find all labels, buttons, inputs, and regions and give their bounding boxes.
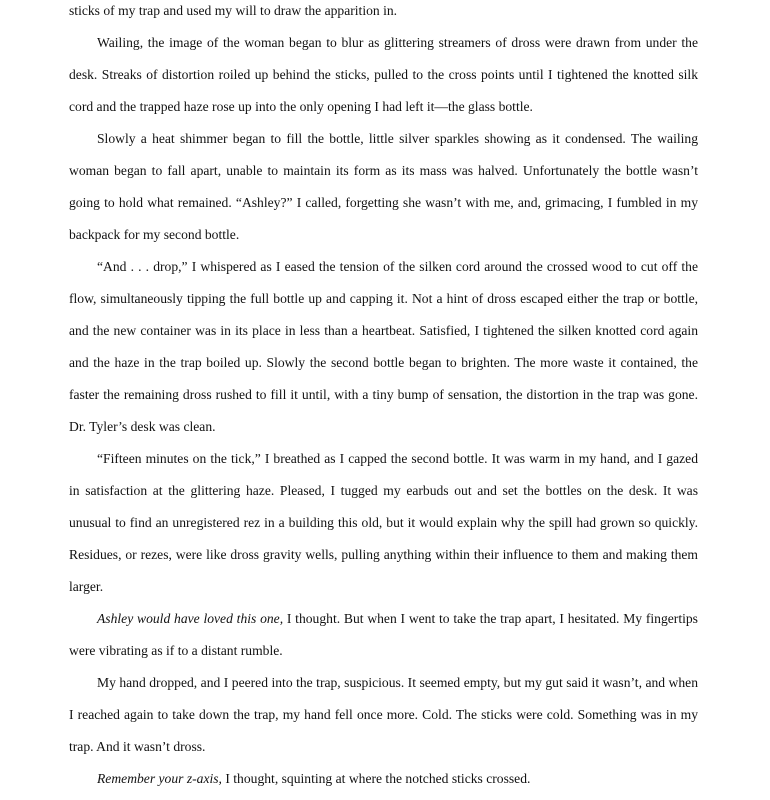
paragraph xyxy=(69,27,698,123)
paragraph xyxy=(69,667,698,763)
paragraph-text: “Fifteen minutes on the tick,” I breathed as I capped the second bottle. It was warm in my hand, and I gazed in satisfaction at the glittering haze. Pleased, I tugged my earbuds out and set the bottles on the desk. It was unusual to find an unregistered rez in a building this old, but it would explain why the spill had grown so quickly. Residues, or rezes, were like dross gravity wells, pulling anything within their influence to them and making them larger. xyxy=(69,451,698,594)
paragraph-text: I thought, squinting at where the notched sticks crossed. xyxy=(221,771,531,786)
paragraph-text: Wailing, the image of the woman began to blur as glittering streamers of dross were drawn from under the desk. Streaks of distortion roiled up behind the sticks, pulled to the cross points until I tightened the knotted silk cord and the trapped haze rose up into the only opening I had left it—the glass bottle. xyxy=(69,35,698,114)
paragraph xyxy=(69,123,698,251)
paragraph-text: sticks of my trap and used my will to draw the apparition in. xyxy=(69,3,398,18)
paragraph-text: Slowly a heat shimmer began to fill the bottle, little silver sparkles showing as it condensed. The wailing woman began to fall apart, unable to maintain its form as its mass was halved. Unfortunately the bottle wasn’t going to hold what remained. “Ashley?” I called, forgetting she wasn’t with me, and, grimacing, I fumbled in my backpack for my second bottle. xyxy=(69,131,698,242)
paragraph xyxy=(69,603,698,667)
italic-thought-text: Remember your z-axis, xyxy=(97,771,222,786)
paragraph-text: My hand dropped, and I peered into the trap, suspicious. It seemed empty, but my gut said it wasn’t, and when I reached again to take down the trap, my hand fell once more. Cold. The sticks were cold. Something was in my trap. And it wasn’t dross. xyxy=(69,675,698,754)
paragraph xyxy=(69,443,698,603)
paragraph-text: “And . . . drop,” I whispered as I eased the tension of the silken cord around the crossed wood to cut off the flow, simultaneously tipping the full bottle up and capping it. Not a hint of dross escaped either the trap or bottle, and the new container was in its place in less than a heartbeat. Satisfied, I tightened the silken knotted cord again and the haze in the trap boiled up. Slowly the second bottle began to brighten. The more waste it contained, the faster the remaining dross rushed to fill it until, with a tiny bump of sensation, the distortion in the trap was gone. Dr. Tyler’s desk was clean. xyxy=(69,259,698,434)
paragraph xyxy=(69,251,698,443)
document-page xyxy=(69,0,698,795)
paragraph xyxy=(69,763,698,795)
italic-thought-text: Ashley would have loved this one, xyxy=(97,611,284,626)
paragraph-text: I thought. But when I went to take the trap apart, I hesitated. My fingertips were vibrating as if to a distant rumble. xyxy=(69,611,698,658)
paragraph xyxy=(69,0,698,27)
